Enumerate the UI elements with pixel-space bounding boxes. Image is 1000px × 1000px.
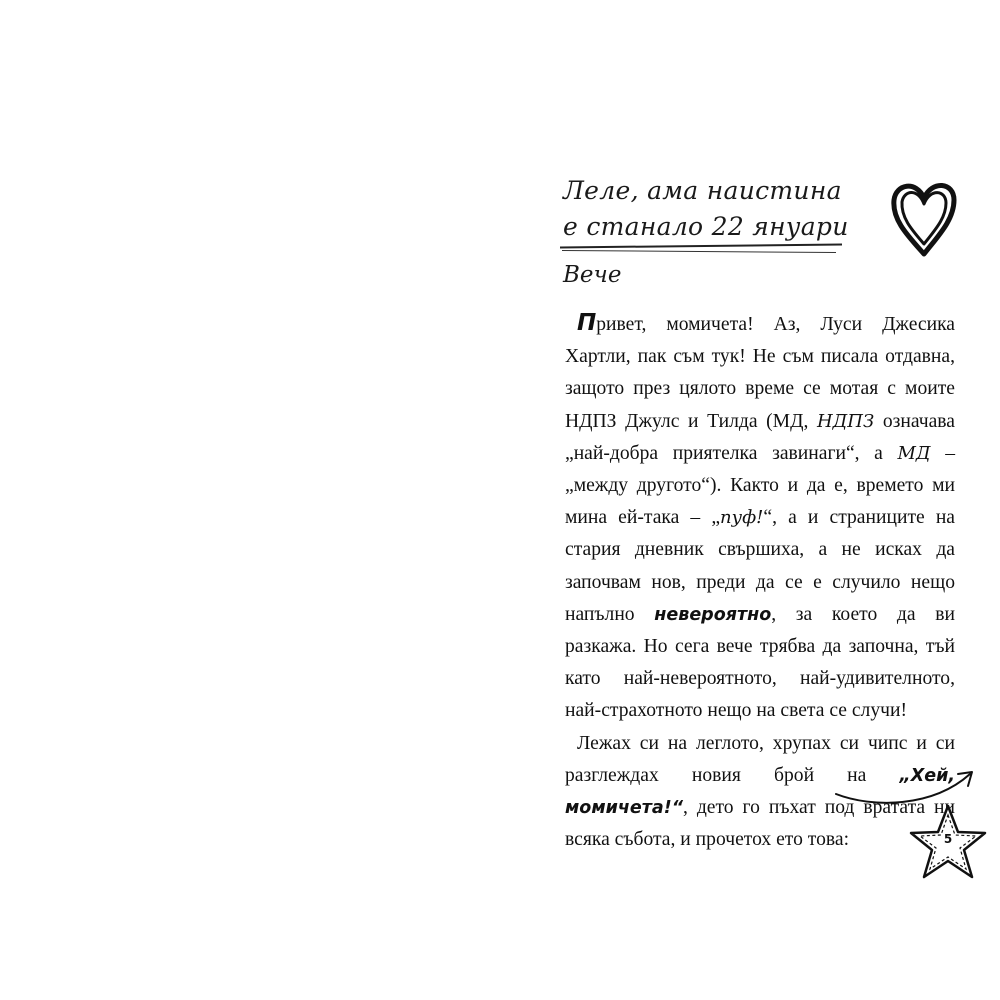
heading-underline-second [562,250,836,253]
paragraph-1 [565,307,955,728]
paragraph-1-text-d: “, а и страниците на стария дневник свършиха, а не исках да започвам нов, преди да се е случило нещо напълно [565,507,955,625]
handwritten-puf: пуф! [720,507,764,529]
handwritten-abbr-ndpz: НДПЗ [816,410,875,432]
page-number: 5 [943,832,953,846]
paragraph-1-text-c: – „между другото“). Както и да е, времето ми мина ей-така – „ [565,442,955,529]
diary-heading-line2: е станало 22 януари [563,212,849,241]
handwritten-abbr-md: МД [897,442,931,464]
heading-underline [560,244,842,249]
diary-heading-line1: Леле, ама наистина [563,176,842,205]
heart-icon [888,176,960,260]
paragraph-1-text-e: , за което да ви разкажа. Но сега вече трябва да започна, тъй като най-невероятното, най-удивителното, най-страхотното нещо на света се случи! [565,603,955,722]
handwritten-magazine-title: „Хей, момичета!“ [565,765,955,819]
drop-cap: П [577,310,597,336]
paragraph-1-text-a: ривет, момичета! Аз, Луси Джесика Хартли, пак съм тук! Не съм писала отдавна, защото през цялото време се мотая с моите НДПЗ Джулс и Тилда (МД, [565,314,955,432]
paragraph-1-text-b: означава „най-добра приятелка завинаги“, а [565,410,955,464]
paragraph-2-text-a: Лежах си на леглото, хрупах си чипс и си разглеждах новия брой на [565,732,955,786]
paragraph-2-text-b: , дето го пъхат под вратата ни всяка събота, и прочетох ето това: [565,797,955,851]
diary-heading-line3: Вече [563,262,622,288]
handwritten-emphasis-neveroyatno: невероятно [654,604,772,625]
